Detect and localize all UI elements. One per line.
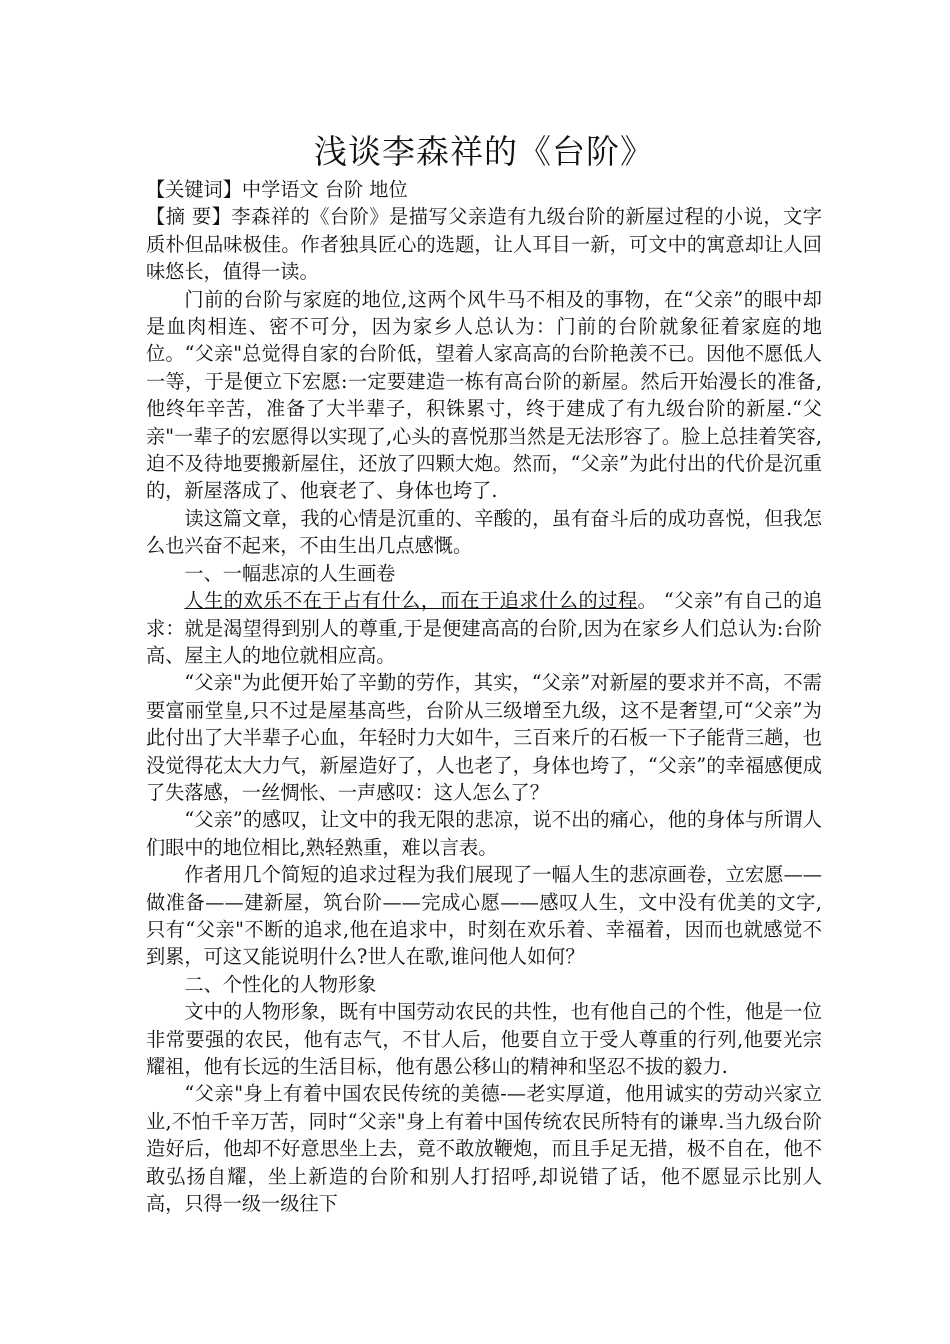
body-paragraph-2: 读这篇文章，我的心情是沉重的、辛酸的，虽有奋斗后的成功喜悦，但我怎么也兴奋不起来，不由生出几点感慨。 xyxy=(146,506,822,558)
document-title: 浅谈李森祥的《台阶》 xyxy=(314,132,654,171)
underlined-thesis: 人生的欢乐不在于占有什么，而在于追求什么的过程 xyxy=(184,589,638,613)
paragraph-3-rest: 。 “父亲”有自己的追求：就是渴望得到别人的尊重,于是便建高高的台阶,因为在家乡人们总认为:台阶高、屋主人的地位就相应高。 xyxy=(146,589,823,667)
body-paragraph-1: 门前的台阶与家庭的地位,这两个风牛马不相及的事物，在“父亲”的眼中却是血肉相连、密不可分，因为家乡人总认为：门前的台阶就象征着家庭的地位。“父亲"总觉得自家的台阶低，望着人家高高的台阶艳羡不已。因他不愿低人一等，于是便立下宏愿:一定要建造一栋有高台阶的新屋。然后开始漫长的准备,他终年辛苦，准备了大半辈子，积铢累寸，终于建成了有九级台阶的新屋.“父亲"一辈子的宏愿得以实现了,心头的喜悦那当然是无法形容了。脸上总挂着笑容,迫不及待地要搬新屋住，还放了四颗大炮。然而，“父亲”为此付出的代价是沉重的，新屋落成了、他衰老了、身体也垮了. xyxy=(146,287,822,503)
abstract-paragraph: 【摘 要】李森祥的《台阶》是描写父亲造有九级台阶的新屋过程的小说，文字质朴但品味极佳。作者独具匠心的选题，让人耳目一新，可文中的寓意却让人回味悠长，值得一读。 xyxy=(146,205,822,284)
section-heading-1: 一、一幅悲凉的人生画卷 xyxy=(184,561,396,585)
section-heading-2: 二、个性化的人物形象 xyxy=(184,972,377,996)
body-paragraph-5: “父亲”的感叹，让文中的我无限的悲凉，说不出的痛心，他的身体与所谓人们眼中的地位相比,熟轻熟重，难以言表。 xyxy=(146,808,822,859)
body-paragraph-4: “父亲"为此便开始了辛勤的劳作，其实，“父亲”对新屋的要求并不高，不需要富丽堂皇,只不过是屋基高些，台阶从三级增至九级，这不是奢望,可“父亲”为此付出了大半辈子心血，年轻时力大如牛，三百来斤的石板一下子能背三趟，也没觉得花太大力气，新屋造好了，人也老了，身体也垮了，“父亲”的幸福感便成了失落感，一丝惆怅、一声感叹：这人怎么了？ xyxy=(146,671,822,804)
body-paragraph-3 xyxy=(146,587,822,669)
body-paragraph-8: “父亲"身上有着中国农民传统的美德-—老实厚道，他用诚实的劳动兴家立业,不怕千辛万苦，同时“父亲"身上有着中国传统农民所特有的谦卑.当九级台阶造好后，他却不好意思坐上去，竟不敢放鞭炮，而且手足无措，极不自在，他不敢弘扬自耀，坐上新造的台阶和别人打招呼,却说错了话，他不愿显示比别人高，只得一级一级往下 xyxy=(146,1082,822,1216)
body-paragraph-6: 作者用几个简短的追求过程为我们展现了一幅人生的悲凉画卷，立宏愿——做准备——建新屋，筑台阶——完成心愿——感叹人生，文中没有优美的文字,只有“父亲"不断的追求,他在追求中，时刻在欢乐着、幸福着，因而也就感觉不到累，可这又能说明什么?世人在歌,谁问他人如何？ xyxy=(146,863,822,969)
body-paragraph-7: 文中的人物形象，既有中国劳动农民的共性，也有他自己的个性，他是一位非常要强的农民，他有志气，不甘人后，他要自立于受人尊重的行列,他要光宗耀祖，他有长远的生活目标，他有愚公移山的精神和坚忍不拔的毅力. xyxy=(146,1000,822,1078)
keywords-line: 【关键词】中学语文 台阶 地位 xyxy=(146,178,408,201)
